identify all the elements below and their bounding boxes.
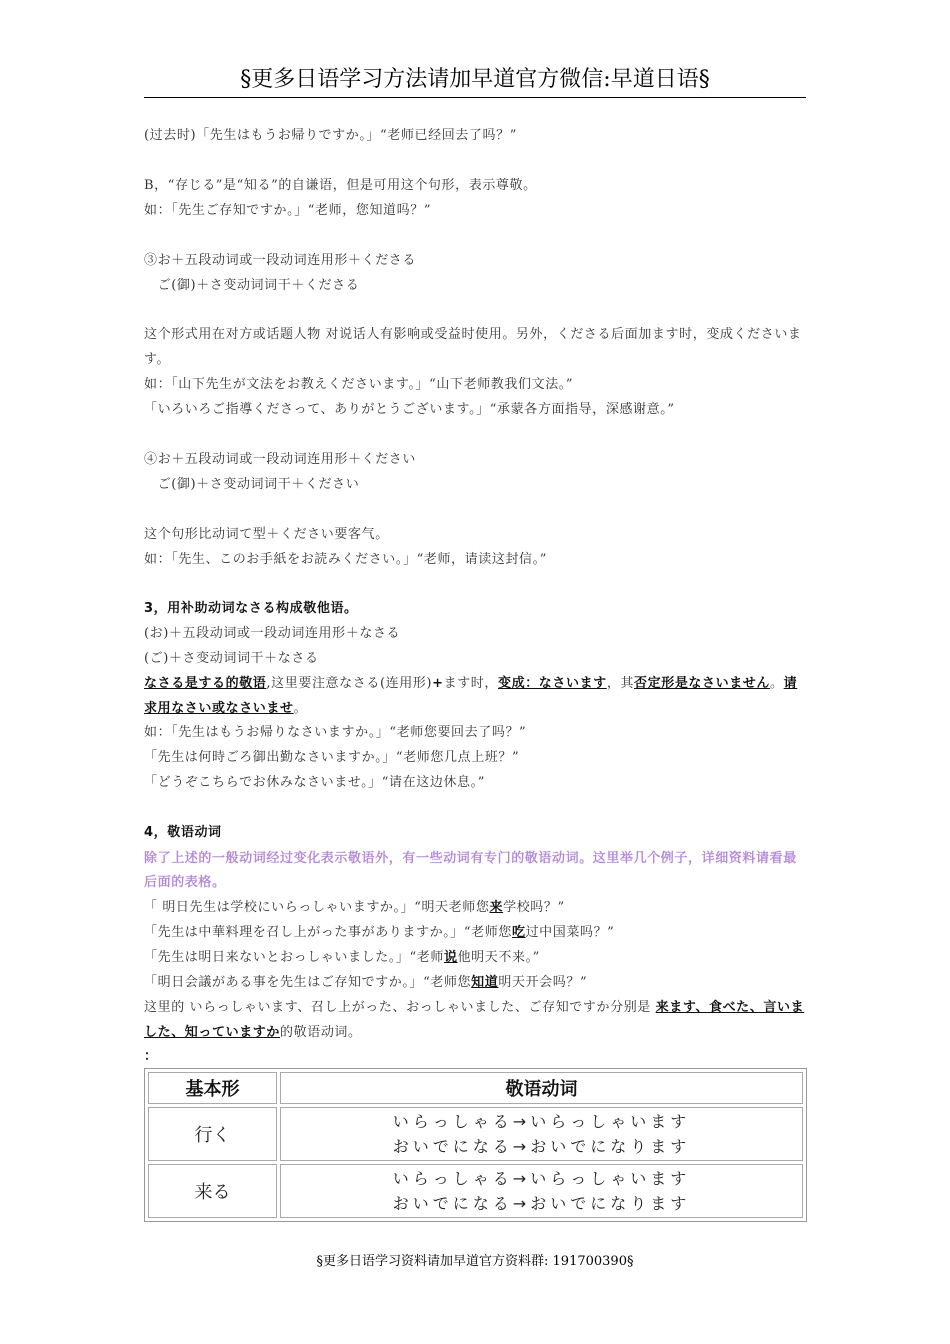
example-line: 如：「山下先生が文法をお教えくださいます。」“山下老师教我们文法。” bbox=[144, 377, 574, 392]
honorific-line: おいでになる→おいでになります bbox=[392, 1194, 691, 1213]
text: 。 bbox=[770, 676, 784, 691]
emphasis: 说 bbox=[443, 950, 458, 965]
emphasis: 知道 bbox=[471, 975, 499, 990]
text: 学校吗？” bbox=[503, 900, 565, 915]
example-line: 「いろいろご指導くださって、ありがとうございます。」“承蒙各方面指导，深感谢意。” bbox=[144, 402, 675, 417]
honorific-line: いらっしゃる→いらっしゃいます bbox=[392, 1169, 691, 1188]
base-form-cell: 行く bbox=[148, 1107, 277, 1161]
highlight-paragraph: 除了上述的一般动词经过变化表示敬语外，有一些动词有专门的敬语动词。这里举几个例子，详细资料请看最后面的表格。 bbox=[144, 851, 797, 890]
pattern-line: ④お＋五段动词或一段动词连用形＋ください bbox=[144, 452, 417, 467]
text: 的敬语动词。 bbox=[280, 1025, 362, 1040]
colon-mark: ： bbox=[144, 1049, 158, 1064]
pattern-line: ご(御)＋さ变动词词干＋くださる bbox=[144, 278, 360, 293]
pattern-line: ご(御)＋さ变动词词干＋ください bbox=[144, 477, 360, 492]
table-row bbox=[148, 1107, 803, 1161]
table-header-row bbox=[148, 1072, 803, 1104]
paragraph: 这个形式用在对方或话题人物 对说话人有影响或受益时使用。另外，くださる后面加ます时，变成くださいます。 bbox=[144, 327, 802, 367]
table-row bbox=[148, 1164, 803, 1218]
text: ます时， bbox=[443, 676, 498, 691]
text-line: (过去时)「先生はもうお帰りですか。」“老师已经回去了吗？” bbox=[144, 128, 517, 143]
text: 。 bbox=[293, 701, 308, 716]
text: ,这里要注意なさる(连用形) bbox=[266, 676, 433, 691]
example-line: 如：「先生はもうお帰りなさいますか。」“老师您要回去了吗？” bbox=[144, 725, 527, 740]
honorific-cell bbox=[280, 1164, 803, 1218]
honorific-verb-table bbox=[144, 1068, 807, 1222]
text: 这里的 いらっしゃいます、召し上がった、おっしゃいました、ご存知ですか分别是 bbox=[144, 1000, 656, 1015]
emphasis: 来ます、食べた、言いました、知っていますか bbox=[144, 1000, 805, 1040]
pattern-line: (お)＋五段动词或一段动词连用形＋なさる bbox=[144, 626, 401, 641]
emphasis: 吃 bbox=[511, 925, 526, 940]
text: ，其 bbox=[606, 676, 635, 691]
section-title: 3，用补助动词なさる构成敬他语。 bbox=[144, 601, 358, 616]
header-divider bbox=[144, 97, 806, 98]
text: 他明天不来。” bbox=[457, 950, 540, 965]
note-paragraph bbox=[144, 671, 809, 721]
pattern-line: ③お＋五段动词或一段动词连用形＋くださる bbox=[144, 253, 417, 268]
text-line: 这个句形比动词て型＋ください要客气。 bbox=[144, 527, 389, 542]
example-line: 「先生は何時ごろ御出勤なさいますか。」“老师您几点上班？” bbox=[144, 750, 520, 765]
pattern-line: (ご)＋さ变动词词干＋なさる bbox=[144, 651, 319, 666]
text-line: 如：「先生ご存知ですか。」“老师，您知道吗？” bbox=[144, 203, 432, 218]
text: 「明日会議がある事を先生はご存知ですか。」“老师您 bbox=[144, 975, 472, 990]
text: 「先生は中華料理を召し上がった事がありますか。」“老师您 bbox=[144, 925, 512, 940]
example-line bbox=[144, 899, 809, 917]
column-header: 敬语动词 bbox=[280, 1072, 803, 1104]
summary-paragraph bbox=[144, 995, 809, 1045]
example-line: 如：「先生、このお手紙をお読みください。」“老师，请读这封信。” bbox=[144, 552, 547, 567]
text: + bbox=[432, 676, 444, 691]
honorific-line: おいでになる→おいでになります bbox=[392, 1137, 691, 1156]
emphasis: 变成：なさいます bbox=[498, 676, 607, 691]
page-footer: §更多日语学习资料请加早道官方资料群: 191700390§ bbox=[316, 1254, 634, 1269]
example-line bbox=[144, 924, 809, 942]
emphasis: 请求用なさい或なさいませ bbox=[144, 676, 798, 716]
emphasis: なさる是する的敬语 bbox=[144, 676, 267, 691]
base-form-cell: 来る bbox=[148, 1164, 277, 1218]
example-line bbox=[144, 949, 809, 967]
section-title: 4，敬语动词 bbox=[144, 825, 222, 840]
column-header: 基本形 bbox=[148, 1072, 277, 1104]
text: 明天开会吗？” bbox=[498, 975, 588, 990]
example-line bbox=[144, 974, 809, 992]
text: 「先生は明日来ないとおっしゃいました。」“老师 bbox=[144, 950, 444, 965]
emphasis: 来 bbox=[489, 900, 504, 915]
honorific-cell bbox=[280, 1107, 803, 1161]
text-line: B，“存じる”是“知る”的自谦语，但是可用这个句形，表示尊敬。 bbox=[144, 178, 537, 193]
emphasis: 否定形是なさいません bbox=[634, 676, 771, 691]
honorific-line: いらっしゃる→いらっしゃいます bbox=[392, 1112, 691, 1131]
text: 「 明日先生は学校にいらっしゃいますか。」“明天老师您 bbox=[144, 900, 490, 915]
text: 过中国菜吗？” bbox=[525, 925, 615, 940]
page-header: §更多日语学习方法请加早道官方微信:早道日语§ bbox=[240, 67, 710, 92]
example-line: 「どうぞこちらでお休みなさいませ。」“请在这边休息。” bbox=[144, 775, 485, 790]
